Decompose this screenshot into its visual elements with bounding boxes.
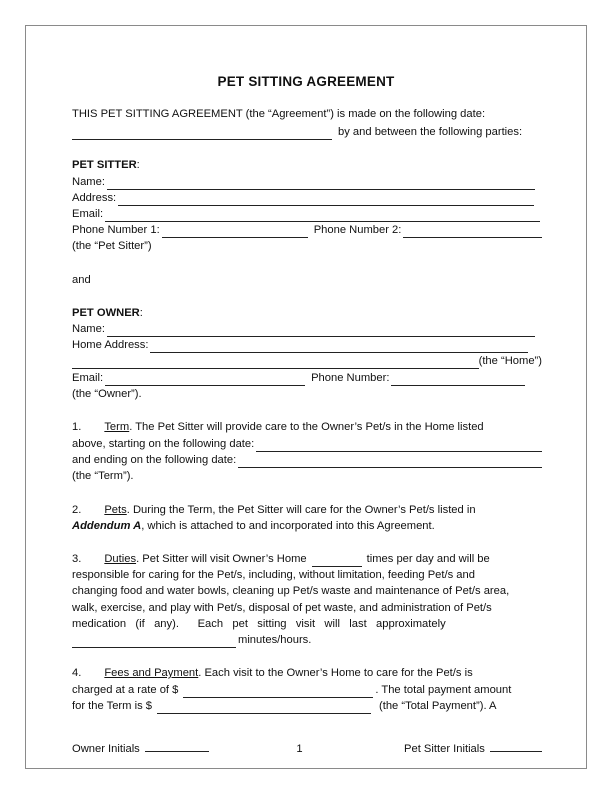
and-line [72, 272, 542, 288]
pet-sitter-address-label: Address: [72, 192, 117, 204]
and-text: and [72, 274, 91, 286]
intro-parties-text: by and between the following parties: [338, 126, 523, 138]
fees-text-2a: charged at a rate of $ [72, 684, 179, 696]
pet-sitter-phone2-field[interactable] [403, 226, 542, 238]
duties-line-5 [72, 616, 542, 632]
pet-sitter-heading: PET SITTER [72, 159, 137, 171]
fees-number: 4. [72, 667, 82, 679]
intro-line-1 [72, 106, 542, 122]
pet-sitter-email-line [72, 206, 542, 222]
pets-title: Pets [104, 504, 127, 516]
sitter-initials-field[interactable] [490, 740, 542, 752]
term-line-2 [72, 436, 542, 452]
pet-sitter-heading-line [72, 157, 542, 173]
pet-owner-heading-colon: : [139, 307, 143, 319]
pet-owner-address-label: Home Address: [72, 339, 149, 351]
pet-sitter-phone1-field[interactable] [162, 226, 308, 238]
pet-sitter-name-line [72, 174, 542, 190]
pet-owner-address-line [72, 337, 542, 353]
fees-line-2 [72, 682, 542, 698]
pet-owner-address-field-2[interactable] [72, 357, 479, 369]
term-line-1 [72, 419, 542, 435]
pet-sitter-defined-text: (the “Pet Sitter”) [72, 240, 152, 252]
pet-owner-heading-line [72, 305, 542, 321]
pet-sitter-email-field[interactable] [105, 210, 540, 222]
pet-owner-email-field[interactable] [105, 374, 305, 386]
pet-sitter-email-label: Email: [72, 208, 104, 220]
pet-owner-name-field[interactable] [107, 325, 535, 337]
fees-text-3a: for the Term is $ [72, 700, 152, 712]
fees-line-1 [72, 665, 542, 681]
pet-sitter-name-label: Name: [72, 176, 105, 188]
owner-initials-label: Owner Initials [72, 743, 140, 755]
duties-title: Duties [104, 553, 137, 565]
fees-title: Fees and Payment [104, 667, 199, 679]
term-text-1: . The Pet Sitter will provide care to the Owner’s Pet/s in the Home listed [129, 421, 484, 433]
pets-text-2: , which is attached to and incorporated into this Agreement. [141, 520, 435, 532]
document-title: PET SITTING AGREEMENT [217, 74, 395, 89]
pet-sitter-phone-line [72, 222, 542, 238]
duties-number: 3. [72, 553, 82, 565]
term-line-4 [72, 468, 542, 484]
duties-text-1b: times per day and will be [366, 553, 490, 565]
duties-line-4 [72, 600, 542, 616]
fees-line-3 [72, 698, 542, 714]
pet-owner-email-label: Email: [72, 372, 104, 384]
page-footer [72, 741, 542, 757]
fees-text-2b: . The total payment amount [375, 684, 512, 696]
fees-text-1: . Each visit to the Owner’s Home to care for the Pet/s is [198, 667, 473, 679]
pet-sitter-defined-line [72, 238, 542, 254]
fees-text-3b: (the “Total Payment”). A [379, 700, 497, 712]
term-text-3: and ending on the following date: [72, 454, 237, 466]
duties-line-1 [72, 551, 542, 567]
pet-sitter-heading-colon: : [136, 159, 140, 171]
pet-sitter-phone2-label: Phone Number 2: [313, 224, 402, 236]
owner-initials-group [72, 740, 211, 757]
duties-text-2: responsible for caring for the Pet/s, including, without limitation, feeding Pet/s and [72, 569, 475, 581]
pet-owner-email-line [72, 370, 542, 386]
agreement-date-field[interactable] [72, 128, 332, 140]
pet-owner-defined-text: (the “Owner”). [72, 388, 142, 400]
pet-owner-phone-field[interactable] [391, 374, 525, 386]
pet-sitter-name-field[interactable] [107, 178, 535, 190]
duties-text-5: medication (if any). Each pet sitting visit will last approximately [72, 618, 446, 630]
sitter-initials-group [404, 740, 542, 757]
pet-owner-name-line [72, 321, 542, 337]
pet-owner-phone-label: Phone Number: [311, 372, 390, 384]
pets-line-1 [72, 502, 542, 518]
intro-line-2 [72, 124, 542, 140]
visits-per-day-field[interactable] [312, 555, 362, 567]
pet-owner-address-line-2 [72, 353, 542, 369]
page-number: 1 [296, 743, 303, 755]
term-text-2: above, starting on the following date: [72, 438, 255, 450]
sitter-initials-label: Pet Sitter Initials [404, 743, 485, 755]
term-end-date-field[interactable] [238, 456, 542, 468]
total-payment-field[interactable] [157, 702, 371, 714]
visit-duration-field[interactable] [72, 636, 236, 648]
duties-text-6: minutes/hours. [238, 634, 312, 646]
term-text-4: (the “Term”). [72, 470, 134, 482]
duties-line-3 [72, 583, 542, 599]
pet-owner-defined-line [72, 386, 542, 402]
intro-text: THIS PET SITTING AGREEMENT (the “Agreement”) is made on the following date: [72, 108, 486, 120]
pet-owner-address-field[interactable] [150, 341, 528, 353]
pet-sitter-address-field[interactable] [118, 194, 534, 206]
pets-text-1: . During the Term, the Pet Sitter will care for the Owner’s Pet/s listed in [126, 504, 476, 516]
pet-owner-name-label: Name: [72, 323, 105, 335]
pet-owner-heading: PET OWNER [72, 307, 140, 319]
duties-line-6 [72, 632, 542, 648]
owner-initials-field[interactable] [145, 740, 209, 752]
pets-line-2 [72, 518, 542, 534]
pets-number: 2. [72, 504, 82, 516]
term-start-date-field[interactable] [256, 440, 542, 452]
pet-sitter-address-line [72, 190, 542, 206]
duties-text-4: walk, exercise, and play with Pet/s, disposal of pet waste, and administration of Pet/s [72, 602, 492, 614]
term-title: Term [104, 421, 130, 433]
duties-text-3: changing food and water bowls, cleaning up Pet/s waste and maintenance of Pet/s area, [72, 585, 510, 597]
term-line-3 [72, 452, 542, 468]
duties-text-1a: . Pet Sitter will visit Owner’s Home [136, 553, 307, 565]
pet-owner-home-suffix: (the “Home”) [478, 355, 542, 367]
pet-sitter-phone1-label: Phone Number 1: [72, 224, 160, 236]
duties-line-2 [72, 567, 542, 583]
addendum-reference: Addendum A [72, 520, 142, 532]
term-number: 1. [72, 421, 82, 433]
visit-rate-field[interactable] [183, 686, 373, 698]
